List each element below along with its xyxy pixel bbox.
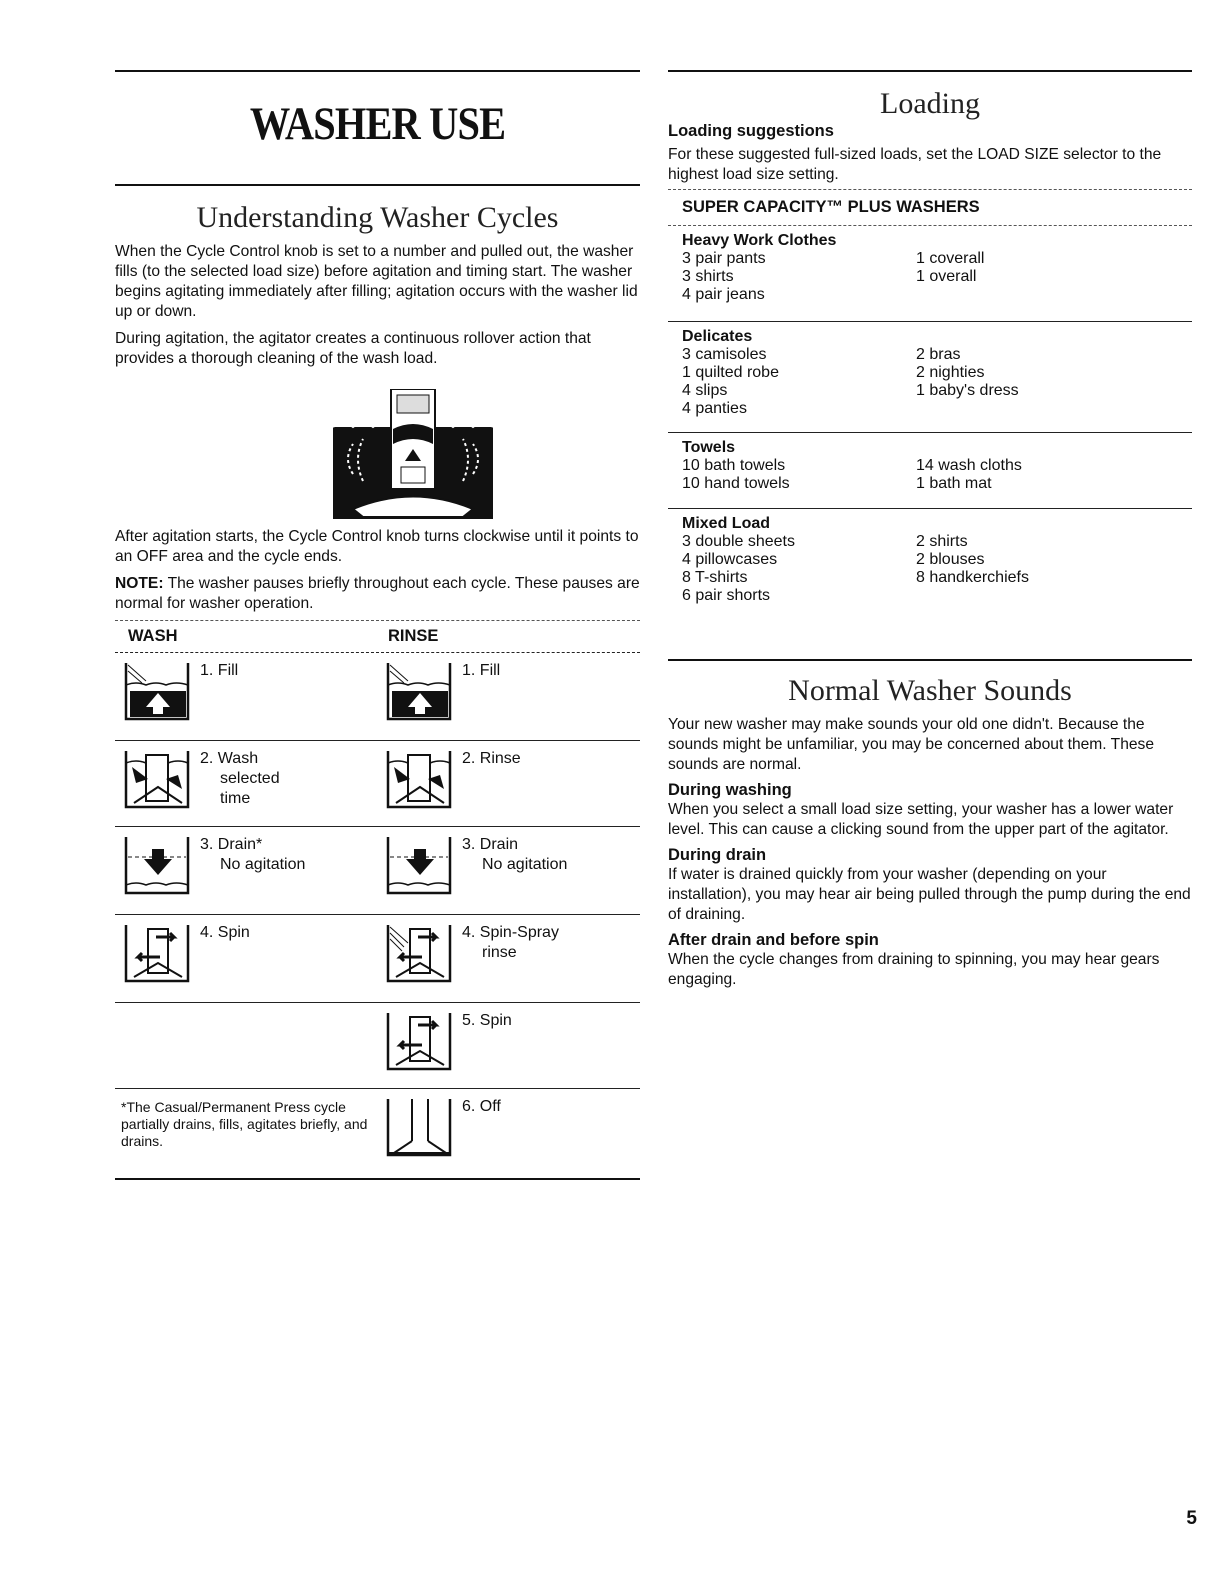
left-column bbox=[115, 60, 640, 1180]
load-item: 6 pair shorts bbox=[682, 587, 771, 604]
spin-spray-icon bbox=[384, 923, 456, 983]
wash-step-2-label: 2. Wash bbox=[200, 750, 259, 767]
wash-step-4-label: 4. Spin bbox=[200, 924, 250, 941]
load-item: 2 nighties bbox=[916, 364, 985, 381]
wash-step-drain bbox=[115, 827, 377, 914]
load-item: 3 camisoles bbox=[682, 346, 767, 363]
wash-step-fill bbox=[115, 653, 377, 740]
load-group-title: Delicates bbox=[682, 328, 753, 345]
load-item: 4 slips bbox=[682, 382, 728, 399]
agitator-illustration bbox=[333, 389, 493, 519]
load-item: 2 blouses bbox=[916, 551, 985, 568]
load-group-title: Towels bbox=[682, 439, 736, 456]
drain-icon bbox=[122, 835, 194, 895]
load-item: 4 pillowcases bbox=[682, 551, 778, 568]
cycle-table-bottom-rule bbox=[115, 1178, 640, 1180]
load-group-title: Heavy Work Clothes bbox=[682, 232, 837, 249]
load-item: 4 pair jeans bbox=[682, 286, 765, 303]
load-item: 1 quilted robe bbox=[682, 364, 779, 381]
load-group-list bbox=[668, 226, 1192, 609]
load-item: 1 baby's dress bbox=[916, 382, 1019, 399]
load-item: 1 overall bbox=[916, 268, 977, 285]
sound-text-washing: When you select a small load size setting, your washer has a lower water level. This can cause a clicking sound from the upper part of the agitator. bbox=[668, 801, 1174, 838]
drain-icon bbox=[384, 835, 456, 895]
load-item: 14 wash cloths bbox=[916, 457, 1022, 474]
load-item: 1 coverall bbox=[916, 250, 985, 267]
cycle-footnote: *The Casual/Permanent Press cycle partially drains, fills, agitates briefly, and drains. bbox=[121, 1099, 368, 1149]
rinse-step-6-label: 6. Off bbox=[462, 1098, 501, 1115]
cycle-row bbox=[115, 914, 640, 1002]
wash-column-header: WASH bbox=[128, 627, 178, 645]
cycles-para-3: After agitation starts, the Cycle Control knob turns clockwise until it points to an OFF area and the cycle ends. bbox=[115, 528, 639, 565]
rinse-icon bbox=[384, 749, 456, 809]
load-item: 3 pair pants bbox=[682, 250, 766, 267]
cycles-para-1: When the Cycle Control knob is set to a number and pulled out, the washer fills (to the selected load size) before agitation and timing start. The washer begins agitating immediately after filling; agitation occurs with the washer lid up or down. bbox=[115, 243, 638, 320]
spin-icon bbox=[122, 923, 194, 983]
rinse-step-4-label: 4. Spin-Spray bbox=[462, 924, 559, 941]
load-item: 4 panties bbox=[682, 400, 747, 417]
cycle-row bbox=[115, 652, 640, 740]
off-icon bbox=[384, 1097, 456, 1157]
load-group-delicates bbox=[668, 322, 1192, 432]
sounds-heading: Normal Washer Sounds bbox=[788, 674, 1072, 707]
load-item: 8 handkerchiefs bbox=[916, 569, 1029, 586]
right-column bbox=[668, 60, 1192, 990]
fill-icon bbox=[384, 661, 456, 721]
cycle-table bbox=[115, 652, 640, 1180]
super-capacity-heading: SUPER CAPACITY™ PLUS WASHERS bbox=[682, 198, 980, 216]
wash-step-spin bbox=[115, 915, 377, 1002]
sound-text-drain: If water is drained quickly from your washer (depending on your installation), you may hear air being pulled through the pump during the end of draining. bbox=[668, 866, 1191, 923]
rinse-step-fill bbox=[377, 653, 639, 740]
load-group-towels bbox=[668, 433, 1192, 508]
loading-text: For these suggested full-sized loads, set the LOAD SIZE selector to the highest load size setting. bbox=[668, 146, 1162, 183]
title-rule bbox=[115, 184, 640, 186]
wash-step-3-label: 3. Drain* bbox=[200, 836, 263, 853]
cycle-row bbox=[115, 826, 640, 914]
cycle-row bbox=[115, 1002, 640, 1088]
wash-step-empty bbox=[115, 1003, 377, 1088]
sound-heading-drain: During drain bbox=[668, 846, 767, 864]
load-item: 3 shirts bbox=[682, 268, 734, 285]
loading-heading: Loading bbox=[880, 87, 980, 120]
load-item: 10 hand towels bbox=[682, 475, 790, 492]
load-group-heavy-work bbox=[668, 226, 1192, 321]
cycle-row bbox=[115, 1088, 640, 1178]
sound-heading-spin: After drain and before spin bbox=[668, 931, 879, 949]
rinse-step-spin bbox=[377, 1003, 639, 1088]
load-item: 1 bath mat bbox=[916, 475, 992, 492]
rinse-step-drain bbox=[377, 827, 639, 914]
loading-subheading: Loading suggestions bbox=[668, 122, 834, 140]
rinse-step-5-label: 5. Spin bbox=[462, 1012, 512, 1029]
load-group-title: Mixed Load bbox=[682, 515, 771, 532]
load-item: 10 bath towels bbox=[682, 457, 786, 474]
agitator-icon bbox=[333, 389, 493, 519]
note-label: NOTE: bbox=[115, 575, 164, 592]
rinse-step-2-label: 2. Rinse bbox=[462, 750, 521, 767]
rinse-step-off bbox=[377, 1089, 639, 1178]
sounds-intro: Your new washer may make sounds your old one didn't. Because the sounds might be unfamiliar, you may be concerned about them. These sounds are normal. bbox=[668, 716, 1155, 773]
cycles-heading: Understanding Washer Cycles bbox=[196, 201, 559, 234]
wash-step-3-line2: No agitation bbox=[220, 856, 306, 873]
wash-step-wash bbox=[115, 741, 377, 826]
rinse-step-3-label: 3. Drain bbox=[462, 836, 519, 853]
wash-step-2-line2: selected bbox=[220, 770, 280, 787]
wash-icon bbox=[122, 749, 194, 809]
rinse-step-4-line2: rinse bbox=[482, 944, 517, 961]
rinse-column-header: RINSE bbox=[388, 627, 439, 645]
note-text: The washer pauses briefly throughout each cycle. These pauses are normal for washer operation. bbox=[115, 575, 640, 612]
sounds-top-rule bbox=[668, 659, 1192, 661]
page-title: WASHER USE bbox=[249, 98, 506, 150]
cycles-para-2: During agitation, the agitator creates a continuous rollover action that provides a thorough cleaning of the wash load. bbox=[115, 330, 591, 367]
rinse-step-1-label: 1. Fill bbox=[462, 662, 501, 679]
cycle-row bbox=[115, 740, 640, 826]
load-group-mixed bbox=[668, 509, 1192, 609]
rinse-step-3-line2: No agitation bbox=[482, 856, 568, 873]
sound-text-spin: When the cycle changes from draining to spinning, you may hear gears engaging. bbox=[668, 951, 1160, 988]
wash-step-2-line3: time bbox=[220, 790, 251, 807]
load-item: 3 double sheets bbox=[682, 533, 795, 550]
spin-icon bbox=[384, 1011, 456, 1071]
fill-icon bbox=[122, 661, 194, 721]
load-item: 2 bras bbox=[916, 346, 961, 363]
page-number: 5 bbox=[1186, 1508, 1197, 1529]
load-item: 8 T-shirts bbox=[682, 569, 748, 586]
rinse-step-spin-spray bbox=[377, 915, 639, 1002]
note-para bbox=[115, 574, 640, 614]
top-rule-right bbox=[668, 70, 1192, 72]
top-rule bbox=[115, 70, 640, 72]
wash-step-1-label: 1. Fill bbox=[200, 662, 239, 679]
cycle-table-header bbox=[115, 621, 640, 652]
sound-heading-washing: During washing bbox=[668, 781, 792, 799]
rinse-step-rinse bbox=[377, 741, 639, 826]
load-item: 2 shirts bbox=[916, 533, 968, 550]
